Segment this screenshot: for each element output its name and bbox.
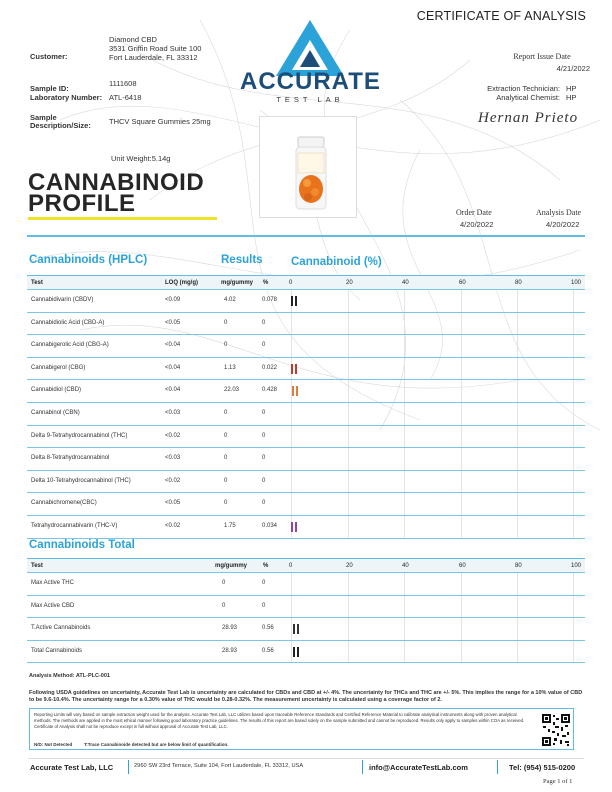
totals-bar (293, 624, 295, 634)
totals-test-name: T.Active Cannabinoids (31, 625, 91, 631)
hplc-mg: 1.13 (224, 364, 236, 371)
hplc-mg: 0 (224, 500, 228, 507)
hplc-table-row (27, 403, 585, 426)
profile-title (28, 169, 205, 217)
hplc-grid-line (404, 380, 405, 402)
hplc-pct: 0.034 (262, 523, 278, 529)
totals-grid-line (348, 641, 349, 663)
hplc-table-row (27, 426, 585, 449)
hplc-table-row (27, 335, 585, 358)
cannabinoid-percent-title: Cannabinoid (%) (291, 256, 382, 268)
hplc-table-row (27, 358, 585, 381)
hplc-grid-line (517, 335, 518, 357)
totals-grid-line (573, 641, 574, 663)
hplc-loq: <0.05 (165, 319, 181, 326)
hplc-test-name: Cannabidiolic Acid (CBD-A) (31, 319, 105, 326)
hplc-grid-line (461, 403, 462, 425)
totals-axis-tick: 80 (515, 563, 522, 569)
hplc-grid-line (461, 358, 462, 380)
report-issue-date: 4/21/2022 (556, 64, 590, 73)
totals-grid-line (573, 573, 574, 595)
hplc-axis-tick: 60 (459, 280, 466, 286)
totals-axis-tick: 40 (402, 563, 409, 569)
totals-grid-line (461, 596, 462, 618)
profile-title-line1: CANNABINOID (28, 169, 205, 196)
customer-address-line1: 3531 Griffin Road Suite 100 (109, 44, 202, 53)
profile-title-line2: PROFILE (28, 190, 136, 217)
totals-grid-line (517, 618, 518, 640)
hplc-loq: <0.02 (165, 477, 181, 484)
logo-subtitle: TEST LAB (276, 95, 344, 104)
extraction-technician-value: HP (566, 84, 577, 93)
hplc-table-row (27, 516, 585, 539)
hplc-mg: 0 (224, 455, 228, 462)
hplc-grid-line (517, 471, 518, 493)
hplc-grid-line (573, 471, 574, 493)
totals-grid-line (573, 618, 574, 640)
hplc-grid-line (291, 335, 292, 357)
hplc-grid-line (517, 426, 518, 448)
hplc-test-name: Cannabinol (CBN) (31, 410, 80, 416)
hplc-pct: 0.078 (262, 297, 278, 303)
hplc-grid-line (461, 471, 462, 493)
footer-company: Accurate Test Lab, LLC (30, 763, 114, 772)
hplc-grid-line (348, 471, 349, 493)
disclaimer-box (29, 708, 574, 750)
totals-grid-line (461, 641, 462, 663)
totals-mg: 28.93 (222, 625, 238, 631)
accurate-test-lab-logo (240, 18, 380, 108)
hplc-pct: 0 (262, 342, 266, 349)
hplc-grid-line (517, 313, 518, 335)
hplc-grid-line (573, 290, 574, 312)
hplc-pct: 0 (262, 500, 266, 507)
hplc-grid-line (517, 380, 518, 402)
analysis-method: Analysis Method: ATL-PLC-001 (29, 673, 110, 679)
totals-table-row (27, 618, 585, 641)
hplc-grid-line (461, 380, 462, 402)
totals-grid-line (404, 618, 405, 640)
hplc-pct: 0 (262, 410, 266, 416)
hplc-grid-line (573, 493, 574, 515)
hplc-axis-tick: 20 (346, 280, 353, 286)
totals-grid-line (404, 641, 405, 663)
hplc-grid-line (573, 516, 574, 538)
hplc-bar (291, 364, 293, 374)
hplc-grid-line (404, 426, 405, 448)
hplc-table-row (27, 493, 585, 516)
hplc-grid-line (573, 358, 574, 380)
hplc-axis-tick: 80 (515, 280, 522, 286)
trace-note: T:Trace Cannabinoide detected but are below limit of quantification. (84, 742, 229, 747)
hplc-col-header: LOQ (mg/g) (165, 280, 198, 286)
certificate-title: CERTIFICATE OF ANALYSIS (416, 9, 586, 23)
totals-bar (297, 624, 299, 634)
hplc-table-row (27, 448, 585, 471)
hplc-grid-line (291, 471, 292, 493)
hplc-loq: <0.03 (165, 410, 181, 416)
hplc-grid-line (517, 403, 518, 425)
hplc-axis-tick: 0 (289, 280, 293, 286)
totals-header-row (27, 558, 585, 573)
hplc-grid-line (291, 403, 292, 425)
hplc-grid-line (461, 448, 462, 470)
hplc-loq: <0.02 (165, 432, 181, 439)
totals-grid-line (404, 573, 405, 595)
sample-desc-label-2: Description/Size: (30, 121, 91, 130)
unit-weight: Unit Weight:5.14g (111, 154, 171, 163)
sample-desc-label-1: Sample (30, 113, 57, 122)
hplc-loq: <0.03 (165, 455, 181, 462)
totals-col-header: Test (31, 563, 43, 569)
totals-col-header: % (263, 563, 269, 569)
totals-grid-line (348, 573, 349, 595)
totals-col-header: mg/gummy (215, 563, 248, 569)
page-number: Page 1 of 1 (543, 778, 573, 785)
hplc-mg: 0 (224, 319, 228, 326)
totals-bar (293, 647, 295, 657)
footer-divider-3 (497, 760, 498, 774)
hplc-mg: 0 (224, 432, 228, 439)
hplc-grid-line (348, 448, 349, 470)
hplc-table-row (27, 471, 585, 494)
hplc-test-name: Cannabigerolic Acid (CBG-A) (31, 342, 109, 349)
hplc-axis-tick: 100 (571, 280, 582, 286)
lab-number-label: Laboratory Number: (30, 93, 103, 102)
hplc-grid-line (573, 448, 574, 470)
hplc-col-header: Test (31, 280, 43, 286)
hplc-table-row (27, 313, 585, 336)
hplc-grid-line (573, 403, 574, 425)
hplc-grid-line (404, 448, 405, 470)
footer-address: 2960 SW 23rd Terrace, Suite 104, Fort Lauderdale, FL 33312, USA (134, 763, 304, 769)
hplc-bar (295, 296, 297, 306)
hplc-grid-line (348, 290, 349, 312)
customer-address-line2: Fort Lauderdale, FL 33312 (109, 53, 198, 62)
hplc-grid-line (348, 493, 349, 515)
hplc-bar (295, 364, 297, 374)
totals-axis-tick: 20 (346, 563, 353, 569)
hplc-loq: <0.09 (165, 297, 181, 303)
footer-phone: Tel: (954) 515-0200 (509, 763, 576, 772)
totals-grid-line (517, 641, 518, 663)
hplc-pct: 0 (262, 319, 266, 326)
hplc-grid-line (348, 313, 349, 335)
hplc-bar (296, 386, 298, 396)
hplc-pct: 0 (262, 432, 266, 439)
totals-test-name: Max Active THC (31, 580, 74, 586)
qr-code-icon[interactable] (541, 713, 571, 747)
customer-label: Customer: (30, 52, 68, 61)
hplc-grid-line (404, 493, 405, 515)
hplc-grid-line (461, 426, 462, 448)
hplc-grid-line (291, 493, 292, 515)
footer-divider-1 (128, 760, 129, 774)
hplc-grid-line (517, 448, 518, 470)
hplc-loq: <0.04 (165, 387, 181, 394)
hplc-bar (295, 522, 297, 532)
uncertainty-statement: Following USDA guidelines on uncertainty, Accurate Test Lab is uncertainty are calculated for CBDs and CBD at +/- 4%. The uncertainty for THCs and THC are +/- 5%. This implies the range for a 10% value of CBD to be 9.6-10.4%. The uncertainty range for a 0.30% value of THC would be 0.28-0.32%. The measurement uncertainty is calculated using a coverage factor of 2. (29, 690, 583, 703)
hplc-axis-tick: 40 (402, 280, 409, 286)
results-title: Results (221, 254, 263, 266)
lab-number-value: ATL-6418 (109, 93, 142, 102)
report-issue-label: Report Issue Date (513, 52, 571, 61)
sample-id-value: 1111608 (109, 79, 137, 88)
hplc-grid-line (517, 516, 518, 538)
hplc-mg: 0 (224, 410, 228, 416)
logo-wordmark: ACCURATE (240, 68, 381, 95)
totals-grid-line (348, 596, 349, 618)
hplc-grid-line (291, 426, 292, 448)
order-date-label: Order Date (456, 208, 492, 217)
totals-grid-line (573, 596, 574, 618)
totals-grid-line (461, 618, 462, 640)
hplc-grid-line (573, 380, 574, 402)
hplc-grid-line (517, 493, 518, 515)
hplc-grid-line (348, 426, 349, 448)
hplc-grid-line (348, 516, 349, 538)
footer-email[interactable]: info@AccurateTestLab.com (369, 763, 468, 772)
hplc-grid-line (348, 335, 349, 357)
nd-note: N/D: Not Detected (34, 742, 73, 747)
sample-id-label: Sample ID: (30, 84, 69, 93)
hplc-grid-line (404, 471, 405, 493)
hplc-grid-line (461, 335, 462, 357)
hplc-table-row (27, 380, 585, 403)
hplc-grid-line (404, 516, 405, 538)
order-date-value: 4/20/2022 (460, 220, 494, 229)
hplc-grid-line (404, 313, 405, 335)
hplc-grid-line (404, 290, 405, 312)
customer-name: Diamond CBD (109, 35, 157, 44)
analysis-date-label: Analysis Date (536, 208, 582, 217)
hplc-pct: 0 (262, 477, 266, 484)
totals-grid-line (517, 573, 518, 595)
totals-grid-line (461, 573, 462, 595)
hplc-test-name: Cannabidivarin (CBDV) (31, 297, 94, 303)
hplc-test-name: Cannabichromene(CBC) (31, 500, 97, 507)
hplc-test-name: Delta 10-Tetrahydrocannabinol (THC) (31, 477, 131, 484)
hplc-mg: 22.03 (224, 387, 240, 394)
totals-grid-line (404, 596, 405, 618)
analysis-date-value: 4/20/2022 (546, 220, 580, 229)
hplc-grid-line (291, 313, 292, 335)
hplc-test-name: Delta 9-Tetrahydrocannabinol (THC) (31, 432, 128, 439)
analytical-chemist-value: HP (566, 93, 577, 102)
hplc-mg: 0 (224, 342, 228, 349)
totals-table-row (27, 641, 585, 664)
hplc-col-header: % (263, 280, 269, 286)
totals-pct: 0 (262, 602, 266, 609)
totals-mg: 0 (222, 602, 226, 609)
totals-section-title: Cannabinoids Total (29, 539, 135, 551)
hplc-grid-line (573, 313, 574, 335)
hplc-loq: <0.05 (165, 500, 181, 507)
hplc-grid-line (348, 403, 349, 425)
hplc-grid-line (461, 516, 462, 538)
product-image (259, 116, 357, 218)
hplc-loq: <0.02 (165, 523, 181, 529)
totals-pct: 0.56 (262, 625, 274, 631)
hplc-section-title: Cannabinoids (HPLC) (29, 254, 148, 266)
totals-axis-tick: 60 (459, 563, 466, 569)
disclaimer-text: Reporting Limits will vary based on sample extraction weight used for the analysis. Accurate Test Lab, LLC utilizes based upon traceable Reference Standards and Certified Reference Material to calibrate analytical instruments along with proven analytical methods. The methods are applied in the most ethical manner following good laboratory practice guidelines. The results of this report are based solely on the sample submitted and cannot be reproduced. Results only apply to samples within COA as received. Certificate of Analysis shall not be reproduce except in full without approval of Accurate Test Lab, LLC. (34, 712, 525, 729)
hplc-pct: 0 (262, 455, 266, 462)
section-divider (27, 235, 585, 237)
hplc-grid-line (517, 358, 518, 380)
hplc-grid-line (461, 313, 462, 335)
hplc-grid-line (573, 426, 574, 448)
hplc-mg: 4.02 (224, 297, 236, 303)
totals-table-row (27, 596, 585, 619)
signature: Hernan Prieto (478, 110, 579, 126)
extraction-technician-label: Extraction Technician: (487, 84, 560, 93)
totals-pct: 0.56 (262, 647, 274, 654)
totals-table-row (27, 573, 585, 596)
totals-pct: 0 (262, 580, 266, 586)
hplc-header-row (27, 275, 585, 290)
hplc-grid-line (461, 290, 462, 312)
footer-rule (28, 758, 584, 759)
hplc-test-name: Tetrahydrocannabivarin (THC-V) (31, 523, 118, 529)
totals-test-name: Max Active CBD (31, 602, 75, 609)
totals-grid-line (348, 618, 349, 640)
totals-mg: 28.93 (222, 647, 238, 654)
analytical-chemist-label: Analytical Chemist: (496, 93, 560, 102)
hplc-loq: <0.04 (165, 364, 181, 371)
hplc-grid-line (573, 335, 574, 357)
totals-grid-line (517, 596, 518, 618)
totals-mg: 0 (222, 580, 226, 586)
hplc-col-header: mg/gummy (221, 280, 254, 286)
hplc-mg: 0 (224, 477, 228, 484)
hplc-table-row (27, 290, 585, 313)
totals-grid-line (291, 596, 292, 618)
hplc-mg: 1.75 (224, 523, 236, 529)
hplc-grid-line (348, 358, 349, 380)
hplc-bar (291, 522, 293, 532)
hplc-grid-line (404, 358, 405, 380)
hplc-loq: <0.04 (165, 342, 181, 349)
title-underline (28, 217, 217, 220)
totals-axis-tick: 100 (571, 563, 582, 569)
totals-test-name: Total Cannabinoids (31, 647, 83, 654)
totals-axis-tick: 0 (289, 563, 293, 569)
hplc-pct: 0.428 (262, 387, 278, 394)
hplc-grid-line (404, 335, 405, 357)
hplc-bar (292, 386, 294, 396)
hplc-grid-line (348, 380, 349, 402)
footer-divider-2 (362, 760, 363, 774)
hplc-grid-line (461, 493, 462, 515)
totals-grid-line (291, 573, 292, 595)
hplc-grid-line (291, 448, 292, 470)
hplc-test-name: Cannabigerol (CBG) (31, 364, 86, 371)
hplc-grid-line (517, 290, 518, 312)
hplc-test-name: Delta 8-Tetrahydrocannabinol (31, 455, 110, 462)
hplc-test-name: Cannabidiol (CBD) (31, 387, 82, 394)
hplc-bar (291, 296, 293, 306)
sample-description: THCV Square Gummies 25mg (109, 117, 211, 126)
hplc-pct: 0.022 (262, 364, 278, 371)
totals-bar (297, 647, 299, 657)
hplc-grid-line (404, 403, 405, 425)
